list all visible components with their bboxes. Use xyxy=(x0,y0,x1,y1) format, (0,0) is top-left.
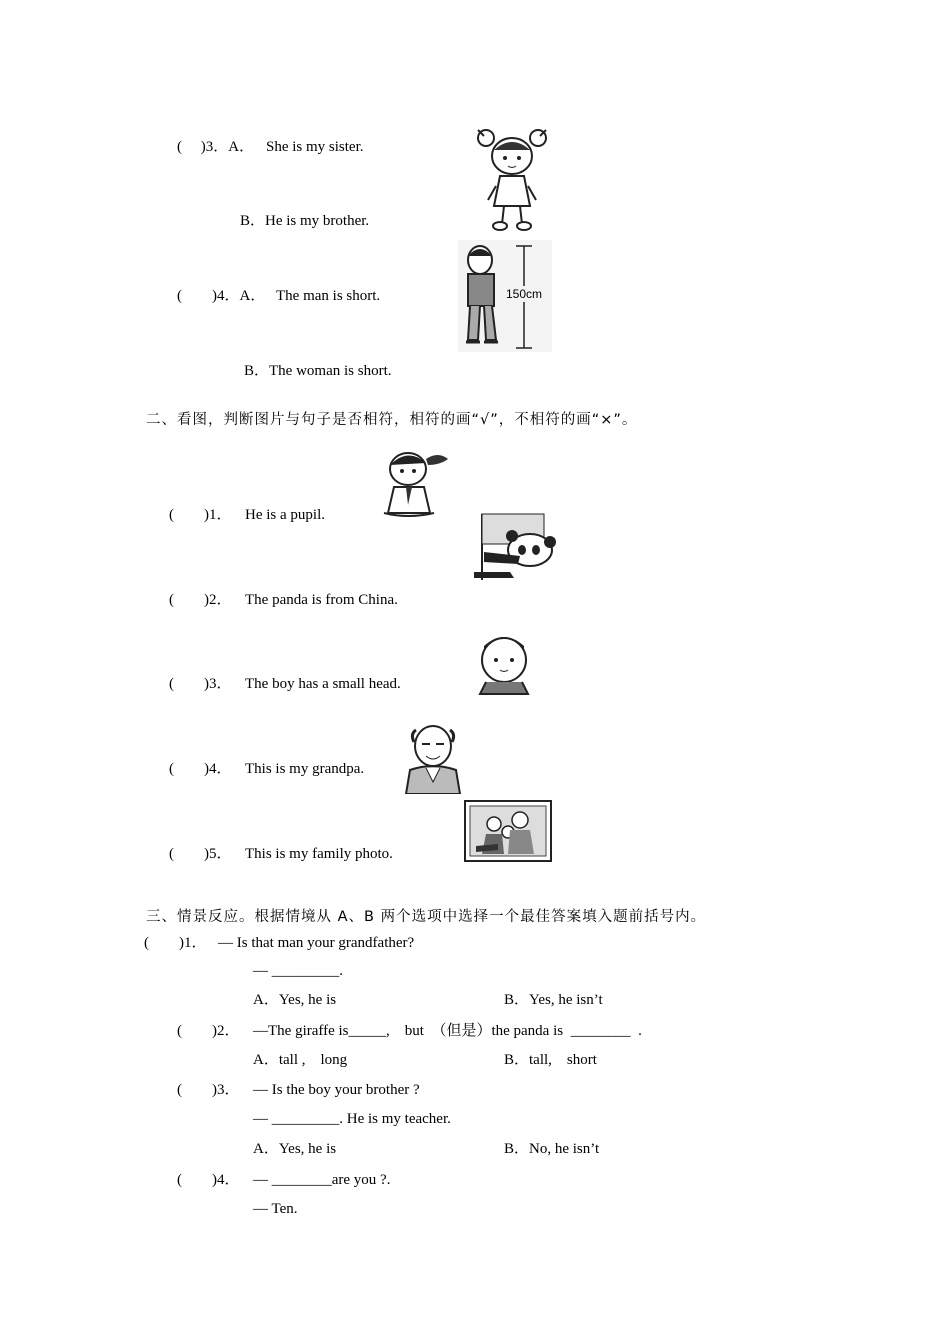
part2-q4-text: This is my grandpa. xyxy=(245,761,365,777)
part2-instruction: 二、看图，判断图片与句子是否相符，相符的画“√”，不相符的画“×”。 xyxy=(146,412,638,428)
q4-option-b: B．The woman is short. xyxy=(244,363,392,379)
part3-q3-option-b: B．No, he isn’t xyxy=(504,1141,600,1157)
part2-q2-text: The panda is from China. xyxy=(245,592,398,608)
part3-q2-prefix: ( )2． xyxy=(177,1023,240,1039)
part3-q2-question: —The giraffe is_____, but （但是）the panda is ________ . xyxy=(253,1023,642,1039)
pupil-girl-picture xyxy=(378,447,454,519)
part2-q1-prefix: ( )1． xyxy=(169,507,232,523)
part3-q1-option-a: A．Yes, he is xyxy=(253,992,337,1008)
part3-q3-prefix: ( )3． xyxy=(177,1082,240,1098)
part3-q4-question: — ________are you ?. xyxy=(253,1172,391,1188)
q4-prefix: ( )4．A． xyxy=(177,288,266,304)
part3-q2-option-b: B．tall, short xyxy=(504,1052,597,1068)
height-label: 150cm xyxy=(506,287,543,301)
part2-q5-prefix: ( )5． xyxy=(169,846,232,862)
part2-q2-prefix: ( )2． xyxy=(169,592,232,608)
part3-q1-option-b: B．Yes, he isn’t xyxy=(504,992,603,1008)
part3-q4-prefix: ( )4． xyxy=(177,1172,240,1188)
man-height-picture xyxy=(458,240,552,352)
part3-q1-prefix: ( )1． xyxy=(144,935,207,951)
grandpa-picture xyxy=(404,722,462,794)
part2-q3-prefix: ( )3． xyxy=(169,676,232,692)
q3-prefix: ( )3．A． xyxy=(177,139,255,155)
panda-flag-picture xyxy=(470,512,560,582)
q4-option-a: The man is short. xyxy=(276,288,381,304)
part3-q3-option-a: A．Yes, he is xyxy=(253,1141,337,1157)
part2-q3-text: The boy has a small head. xyxy=(245,676,401,692)
part2-q5-text: This is my family photo. xyxy=(245,846,393,862)
family-photo-picture xyxy=(464,800,552,862)
part3-q2-option-a: A．tall , long xyxy=(253,1052,348,1068)
q3-option-a: She is my sister. xyxy=(266,139,364,155)
part2-q1-text: He is a pupil. xyxy=(245,507,325,523)
part3-q4-answer: — Ten. xyxy=(253,1201,298,1217)
girl-picture xyxy=(474,126,550,232)
q3-option-b: B．He is my brother. xyxy=(240,213,370,229)
part2-q4-prefix: ( )4． xyxy=(169,761,232,777)
part3-q3-question: — Is the boy your brother ? xyxy=(253,1082,420,1098)
boy-head-picture xyxy=(476,628,532,696)
part3-q1-question: — Is that man your grandfather? xyxy=(218,935,415,951)
part3-q3-answer: — _________. He is my teacher. xyxy=(253,1111,451,1127)
part3-q1-answer: — _________. xyxy=(253,963,343,979)
part3-instruction: 三、情景反应。根据情境从 A、B 两个选项中选择一个最佳答案填入题前括号内。 xyxy=(146,909,707,925)
